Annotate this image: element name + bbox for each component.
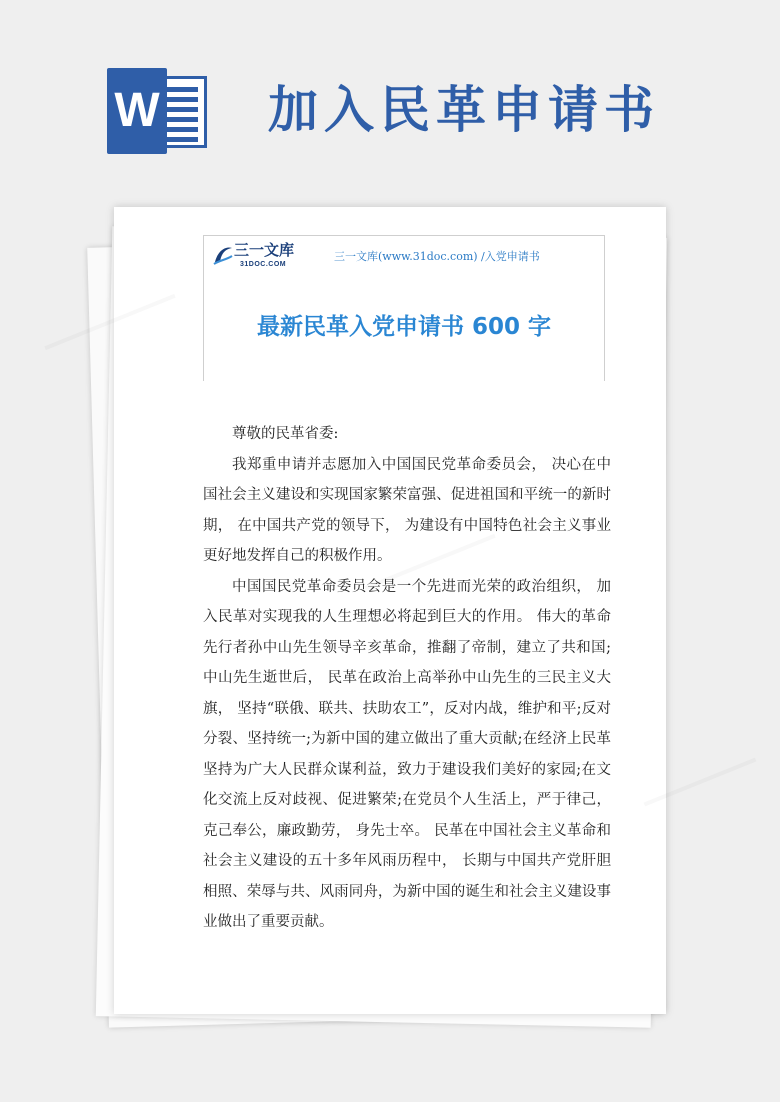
logo-domain: 31DOC.COM bbox=[240, 261, 287, 268]
document-body bbox=[203, 419, 611, 938]
logo-name: 三一文库 bbox=[234, 241, 295, 259]
document-page bbox=[114, 207, 666, 1014]
document-title: 最新民革入党申请书 600 字 bbox=[256, 314, 552, 340]
logo-swoosh-icon bbox=[212, 244, 234, 266]
word-letter: W bbox=[107, 68, 167, 154]
word-icon bbox=[107, 68, 209, 154]
site-logo bbox=[212, 240, 294, 270]
page-title: 加入民革申请书 bbox=[268, 81, 660, 139]
breadcrumb[interactable]: 三一文库(www.31doc.com) /入党申请书 bbox=[334, 250, 540, 263]
document-header bbox=[203, 235, 605, 381]
paragraph: 中国国民党革命委员会是一个先进而光荣的政治组织， 加入民革对实现我的人生理想必将起到巨大的作用。 伟大的革命先行者孙中山先生领导辛亥革命，推翻了帝制，建立了共和国;中山先生逝世后， 民革在政治上高举孙中山先生的三民主义大旗， 坚持“联俄、联共、扶助农工”，反对内战，维护和平;反对分裂、坚持统一;为新中国的建立做出了重大贡献;在经济上民革坚持为广大人民群众谋利益，致力于建设我们美好的家园;在文化交流上反对歧视、促进繁荣;在党员个人生活上，严于律己，克己奉公，廉政勤劳， 身先士卒。 民革在中国社会主义革命和社会主义建设的五十多年风雨历程中， 长期与中国共产党肝胆相照、荣辱与共、风雨同舟，为新中国的诞生和社会主义建设事业做出了重要贡献。 bbox=[203, 578, 611, 930]
salutation: 尊敬的民革省委: bbox=[232, 426, 339, 442]
banner bbox=[0, 0, 780, 190]
paragraph: 我郑重申请并志愿加入中国国民党革命委员会， 决心在中国社会主义建设和实现国家繁荣富强、促进祖国和平统一的新时期， 在中国共产党的领导下， 为建设有中国特色社会主义事业更好地发挥自己的积极作用。 bbox=[203, 456, 611, 564]
